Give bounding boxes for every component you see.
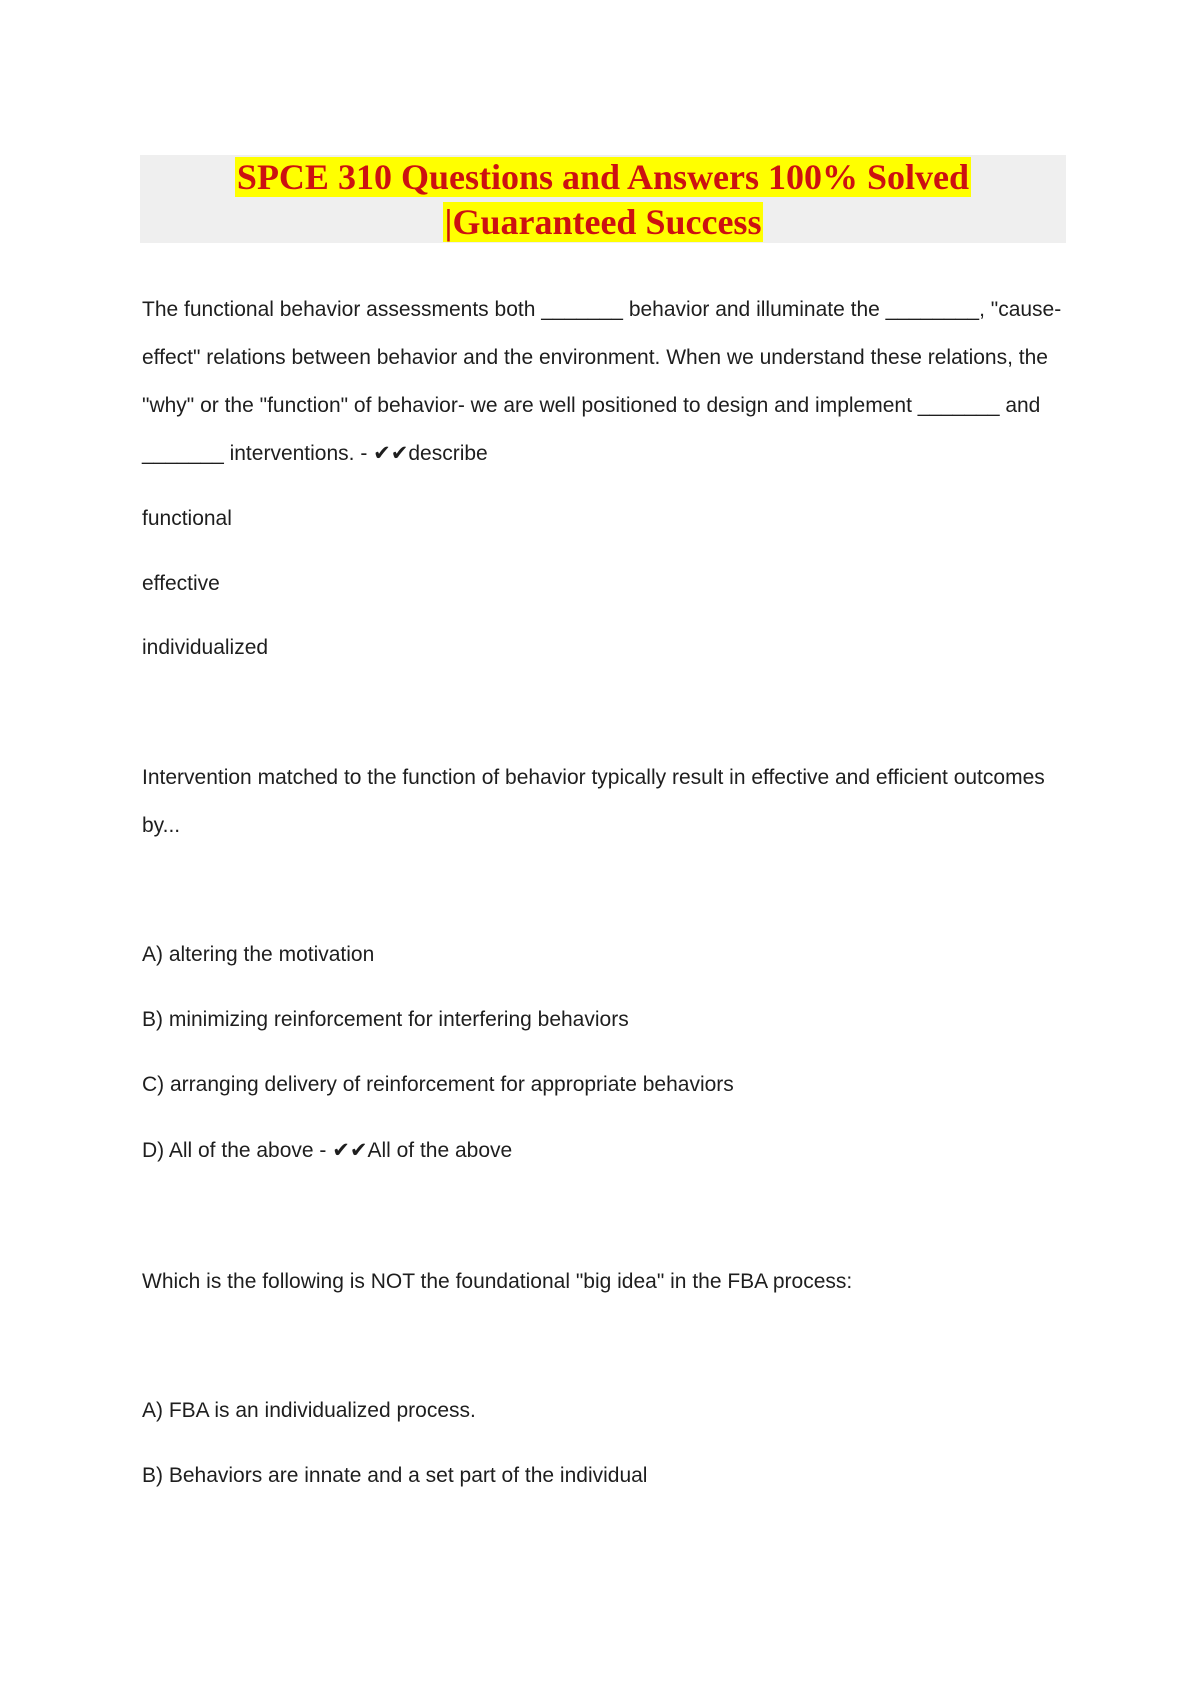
question-2-option-a: A) altering the motivation bbox=[142, 943, 375, 966]
question-2-text: Intervention matched to the function of behavior typically result in effective and efficient outcomes by... bbox=[142, 766, 1045, 837]
document-title bbox=[140, 155, 1066, 245]
question-1-answer-1: functional bbox=[142, 507, 232, 530]
question-3-text: Which is the following is NOT the foundational "big idea" in the FBA process: bbox=[142, 1270, 853, 1293]
question-3-option-a: A) FBA is an individualized process. bbox=[142, 1399, 476, 1422]
title-highlight: SPCE 310 Questions and Answers 100% Solved |Guaranteed Success bbox=[236, 157, 970, 242]
question-3-option-b: B) Behaviors are innate and a set part of the individual bbox=[142, 1464, 648, 1487]
question-2-option-c: C) arranging delivery of reinforcement for appropriate behaviors bbox=[142, 1073, 734, 1096]
question-1-answer-2: effective bbox=[142, 572, 220, 595]
question-1-answer-3: individualized bbox=[142, 636, 269, 659]
question-2-option-d: D) All of the above - ✔✔All of the above bbox=[142, 1139, 513, 1162]
question-2-option-b: B) minimizing reinforcement for interfering behaviors bbox=[142, 1008, 629, 1031]
question-1-text: The functional behavior assessments both _______ behavior and illuminate the ________, "cause-effect" relations between behavior and the environment. When we understand these relations, the "why" or the "function" of behavior- we are well positioned to design and implement _______ and _______ interventions. - ✔✔describe bbox=[142, 298, 1062, 465]
